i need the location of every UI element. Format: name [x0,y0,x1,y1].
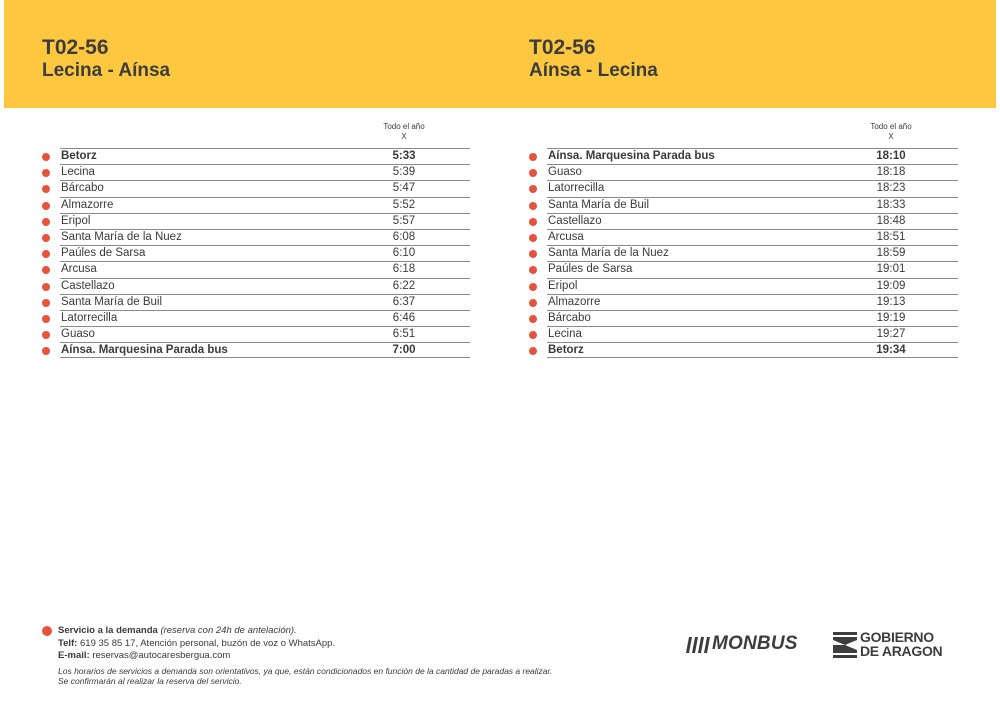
gobierno-line-2: DE ARAGON [860,643,943,659]
stop-time: 5:57 [392,214,416,227]
route-code: T02-56 [42,36,109,59]
stop-dot-icon [42,169,50,177]
aragon-emblem-icon [833,632,857,658]
monbus-stripes-icon [686,637,710,653]
gobierno-aragon-logo [833,630,953,660]
table-row [60,326,470,342]
phone-label: Telf: [58,637,78,649]
stop-dot-icon [42,331,50,339]
gobierno-line-1: GOBIERNO [860,629,934,645]
stop-name: Lecina [61,166,95,179]
stop-name: Santa María de Buil [548,198,650,211]
stop-dot-icon [42,315,50,323]
stop-name: Santa María de la Nuez [61,230,182,243]
stop-name: Lecina [548,328,582,341]
stop-time: 6:22 [392,279,416,292]
route-code: T02-56 [529,36,596,59]
stop-time: 19:27 [876,328,906,341]
table-row [60,229,470,245]
stop-name: Betorz [61,150,97,162]
stop-time: 18:48 [876,214,906,227]
stop-dot-icon [529,250,537,258]
stop-time: 18:18 [876,166,906,179]
stop-name: Bárcabo [61,182,104,195]
stop-name: Bárcabo [548,311,591,324]
column-header-label: Todo el año [870,122,912,131]
table-row [547,180,958,196]
table-row [60,164,470,180]
table-row [60,197,470,213]
stop-name: Aínsa. Marquesina Parada bus [61,344,228,357]
stop-dot-icon [529,202,537,210]
stop-time: 6:08 [392,230,416,243]
table-row [547,148,958,164]
stop-time: 7:00 [392,344,416,357]
table-row [547,245,958,261]
timetable-rows [547,148,958,358]
table-row [547,197,958,213]
stop-dot-icon [529,266,537,274]
stop-name: Latorrecilla [548,182,605,195]
stop-time: 6:18 [392,263,416,276]
stop-name: Guaso [548,166,582,179]
stop-time: 19:09 [876,279,906,292]
column-header-marker: X [888,132,894,141]
stop-name: Paúles de Sarsa [61,247,146,260]
disclaimer-line-2: Se confirmarán al realizar la reserva del servicio. [58,675,242,686]
stop-name: Aínsa. Marquesina Parada bus [548,150,715,162]
left-route-title [42,36,170,82]
stop-dot-icon [42,250,50,258]
stop-time: 19:13 [876,295,906,308]
disclaimer-line-1: Los horarios de servicios a demanda son orientativos, ya que, están condicionados en función de la cantidad de paradas a realizar. [58,665,553,676]
stop-time: 18:23 [876,182,906,195]
stop-name: Santa María de la Nuez [548,247,669,260]
table-row [60,213,470,229]
stop-name: Castellazo [548,214,602,227]
stop-name: Arcusa [548,230,584,243]
stop-time: 5:39 [392,166,416,179]
stop-dot-icon [529,153,537,161]
monbus-logo [686,633,804,655]
stop-time: 19:19 [876,311,906,324]
stop-time: 19:34 [876,344,906,357]
table-row [547,261,958,277]
stop-time: 6:46 [392,311,416,324]
stop-dot-icon [42,266,50,274]
stop-dot-icon [42,202,50,210]
stop-time: 19:01 [876,263,906,276]
stop-name: Almazorre [548,295,601,308]
table-row [547,342,958,358]
header-banner [4,0,996,108]
stop-time: 5:52 [392,198,416,211]
route-name: Lecina - Aínsa [42,60,171,81]
stop-name: Eripol [548,279,578,292]
stop-dot-icon [42,283,50,291]
table-row [547,310,958,326]
table-row [60,180,470,196]
stop-name: Arcusa [61,263,97,276]
table-row [60,245,470,261]
stop-dot-icon [42,185,50,193]
stop-time: 18:51 [876,230,906,243]
stop-time: 6:37 [392,295,416,308]
column-header-marker: X [401,132,407,141]
route-name: Aínsa - Lecina [529,60,658,81]
stop-time: 5:33 [392,150,416,162]
stop-time: 6:51 [392,328,416,341]
stop-name: Paúles de Sarsa [548,263,633,276]
right-route-title [529,36,658,82]
table-row [60,310,470,326]
table-row [547,294,958,310]
table-row [547,326,958,342]
stop-time: 18:33 [876,198,906,211]
demand-service-dot-icon [42,626,52,636]
stop-name: Santa María de Buil [61,295,163,308]
stop-dot-icon [529,331,537,339]
stop-dot-icon [529,283,537,291]
table-row [60,148,470,164]
stop-name: Eripol [61,214,91,227]
column-header-label: Todo el año [383,122,425,131]
stop-dot-icon [529,347,537,355]
stop-name: Latorrecilla [61,311,118,324]
service-note: (reserva con 24h de antelación). [160,625,297,636]
table-row [547,213,958,229]
stop-name: Betorz [548,344,584,357]
service-label: Servicio a la demanda [58,625,158,636]
table-row [60,294,470,310]
stop-dot-icon [42,299,50,307]
monbus-wordmark: MONBUS [712,633,798,654]
email-label: E-mail: [58,650,90,661]
table-row [60,278,470,294]
stop-dot-icon [529,218,537,226]
stop-time: 6:10 [392,247,416,260]
stop-dot-icon [529,185,537,193]
stop-dot-icon [42,218,50,226]
table-row [60,342,470,358]
table-row [547,164,958,180]
stop-name: Castellazo [61,279,115,292]
stop-time: 18:10 [876,150,906,162]
email-link[interactable]: reservas@autocaresbergua.com [92,650,231,661]
stop-time: 18:59 [876,247,906,260]
table-row [547,278,958,294]
stop-dot-icon [529,315,537,323]
stop-name: Almazorre [61,198,114,211]
stop-dot-icon [42,347,50,355]
stop-dot-icon [42,153,50,161]
stop-dot-icon [42,234,50,242]
table-row [547,229,958,245]
timetable-rows [60,148,470,358]
stop-dot-icon [529,299,537,307]
stop-name: Guaso [61,328,95,341]
stop-dot-icon [529,169,537,177]
stop-time: 5:47 [392,182,416,195]
table-row [60,261,470,277]
phone-text: 619 35 85 17, Atención personal, buzón de voz o WhatsApp. [80,637,336,649]
column-header [861,122,921,142]
column-header [374,122,434,142]
stop-dot-icon [529,234,537,242]
footer-info [42,625,642,686]
